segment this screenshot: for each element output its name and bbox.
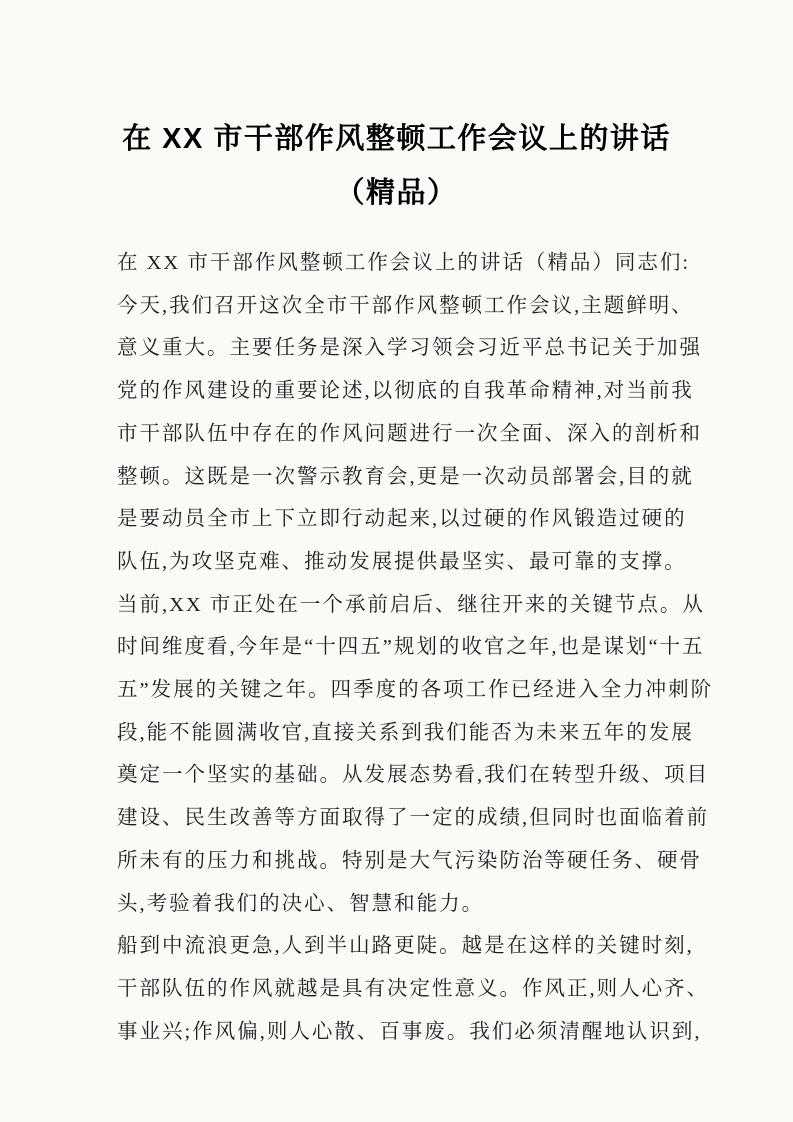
body-line: 当前,XX 市正处在一个承前启后、继往开来的关键节点。从 bbox=[117, 593, 705, 616]
body-line: 五”发展的关键之年。四季度的各项工作已经进入全力冲刺阶 bbox=[117, 679, 714, 702]
paragraph bbox=[117, 584, 714, 926]
body-line: 市干部队伍中存在的作风问题进行一次全面、深入的剖析和 bbox=[117, 422, 702, 445]
body-line: 队伍,为攻坚克难、推动发展提供最坚实、最可靠的支撑。 bbox=[117, 550, 687, 573]
paragraph bbox=[117, 242, 702, 584]
paragraph bbox=[117, 925, 710, 1053]
title-line-2: （精品） bbox=[335, 177, 458, 209]
body-line: 党的作风建设的重要论述,以彻底的自我革命精神,对当前我 bbox=[117, 380, 694, 403]
body-line: 所未有的压力和挑战。特别是大气污染防治等硬任务、硬骨 bbox=[117, 849, 702, 872]
body-line: 段,能不能圆满收官,直接关系到我们能否为未来五年的发展 bbox=[117, 721, 694, 744]
body-line: 船到中流浪更急,人到半山路更陡。越是在这样的关键时刻, bbox=[117, 935, 694, 958]
body-line: 干部队伍的作风就越是具有决定性意义。作风正,则人心齐、 bbox=[117, 977, 710, 1000]
body-line: 头,考验着我们的决心、智慧和能力。 bbox=[117, 892, 485, 915]
body-line: 今天,我们召开这次全市干部作风整顿工作会议,主题鲜明、 bbox=[117, 294, 694, 317]
body-line: 在 XX 市干部作风整顿工作会议上的讲话（精品）同志们: bbox=[117, 252, 691, 274]
document-body bbox=[117, 242, 714, 1053]
body-line: 整顿。这既是一次警示教育会,更是一次动员部署会,目的就 bbox=[117, 465, 694, 488]
title-line-1: 在 XX 市干部作风整顿工作会议上的讲话 bbox=[122, 123, 671, 155]
document-title bbox=[117, 112, 676, 220]
body-line: 时间维度看,今年是“十四五”规划的收官之年,也是谋划“十五 bbox=[117, 636, 705, 659]
body-line: 建设、民生改善等方面取得了一定的成绩,但同时也面临着前 bbox=[117, 807, 710, 830]
body-line: 事业兴;作风偏,则人心散、百事废。我们必须清醒地认识到, bbox=[117, 1020, 702, 1043]
body-line: 意义重大。主要任务是深入学习领会习近平总书记关于加强 bbox=[117, 337, 702, 360]
body-line: 奠定一个坚实的基础。从发展态势看,我们在转型升级、项目 bbox=[117, 764, 710, 787]
body-line: 是要动员全市上下立即行动起来,以过硬的作风锻造过硬的 bbox=[117, 508, 687, 531]
